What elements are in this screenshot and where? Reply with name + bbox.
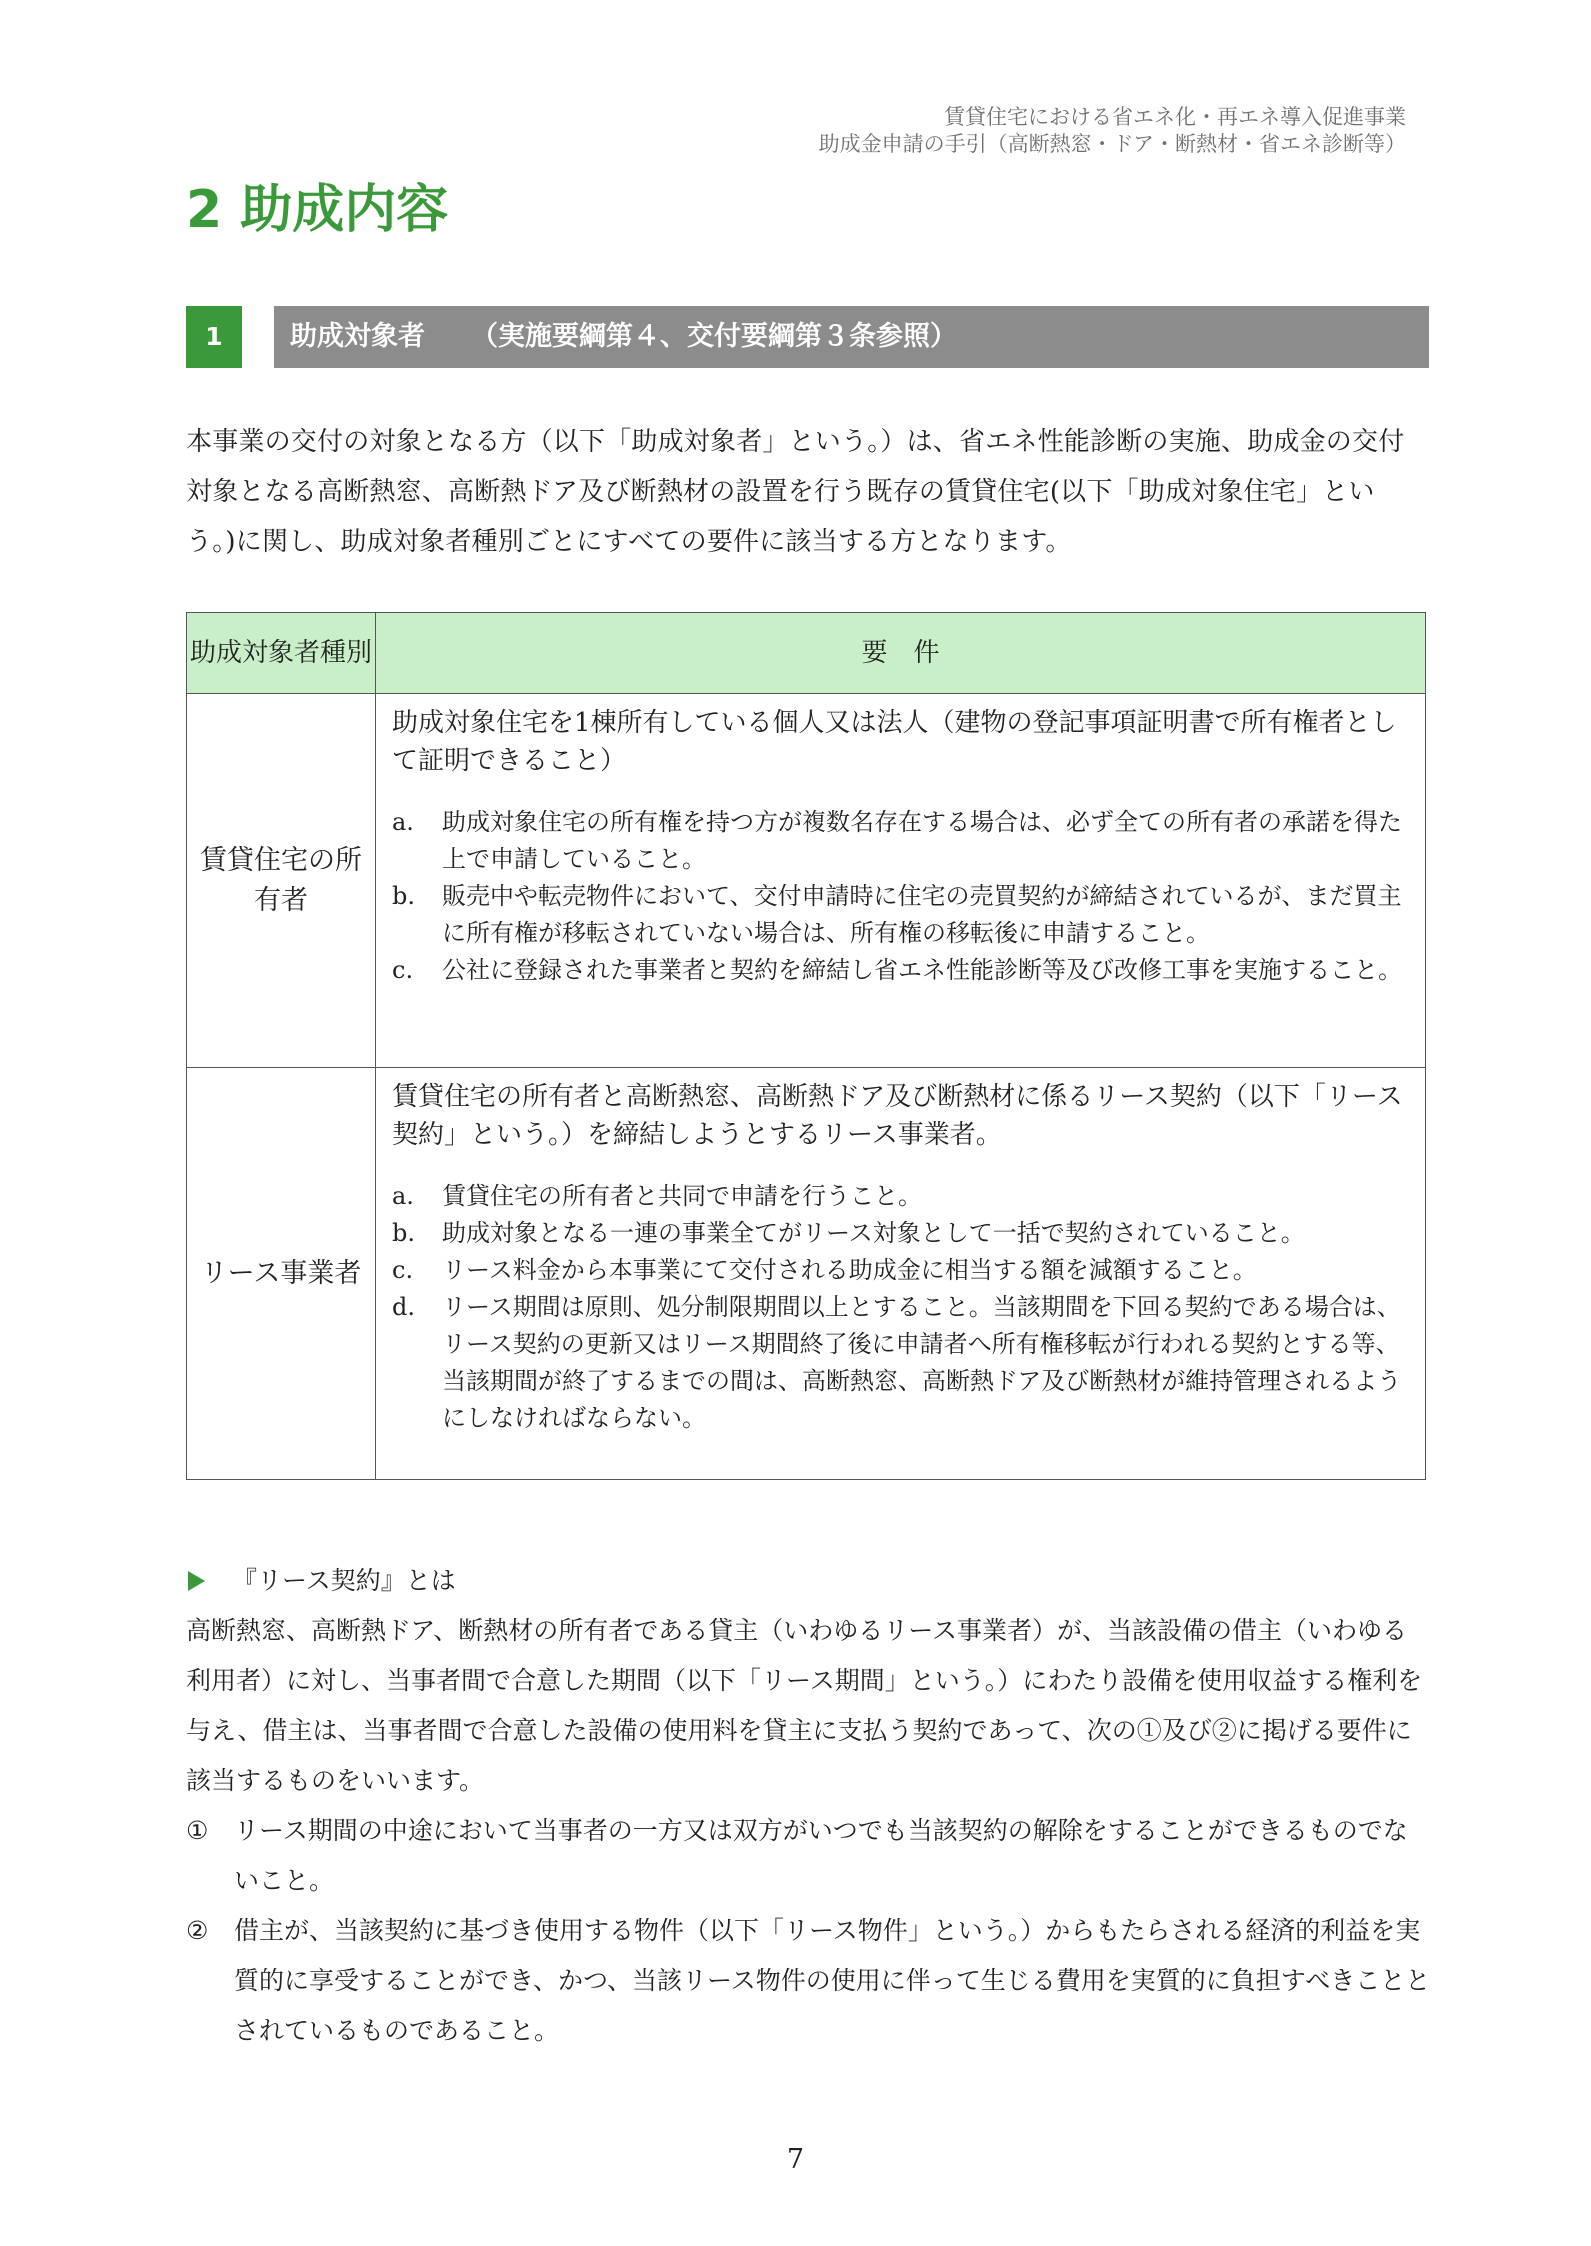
requirement-item <box>392 952 1407 989</box>
requirement-item <box>392 1178 1407 1215</box>
applicant-type-lease-company: リース事業者 <box>187 1068 376 1480</box>
condition-text: リース期間の中途において当事者の一方又は双方がいつでも当該契約の解除をすることができるものでないこと。 <box>234 1816 1408 1895</box>
applicant-type-owner: 賃貸住宅の所有者 <box>187 694 376 1068</box>
intro-paragraph: 本事業の交付の対象となる方（以下「助成対象者」という。）は、省エネ性能診断の実施、助成金の交付対象となる高断熱窓、高断熱ドア及び断熱材の設置を行う既存の賃貸住宅(以下「助成対象住宅」という。)に関し、助成対象者種別ごとにすべての要件に該当する方となります。 <box>186 427 1405 557</box>
requirement-item <box>392 878 1407 952</box>
item-text: 賃貸住宅の所有者と共同で申請を行うこと。 <box>442 1182 922 1210</box>
requirement-list <box>392 1178 1407 1437</box>
section-heading <box>274 306 1429 368</box>
item-text: 助成対象となる一連の事業全てがリース対象として一括で契約されていること。 <box>442 1219 1305 1247</box>
item-marker: b. <box>392 882 415 910</box>
requirement-item <box>392 1252 1407 1289</box>
section-reference-note: （実施要綱第４、交付要綱第３条参照） <box>471 321 957 352</box>
table-row <box>187 1068 1426 1480</box>
table-row <box>187 694 1426 1068</box>
lease-condition-item <box>186 1806 1431 1906</box>
item-marker: d. <box>392 1293 415 1321</box>
requirement-lead: 助成対象住宅を1棟所有している個人又は法人（建物の登記事項証明書で所有権者として証明できること） <box>392 708 1397 776</box>
condition-text: 借主が、当該契約に基づき使用する物件（以下「リース物件」という。）からもたらされる経済的利益を実質的に享受することができ、かつ、当該リース物件の使用に伴って生じる費用を実質的に負担すべきこととされているものであること。 <box>234 1916 1431 2045</box>
item-text: 販売中や転売物件において、交付申請時に住宅の売買契約が締結されているが、まだ買主に所有権が移転されていない場合は、所有権の移転後に申請すること。 <box>442 882 1402 947</box>
requirement-item <box>392 804 1407 878</box>
header-requirements: 要 件 <box>376 613 1426 694</box>
requirement-item <box>392 1289 1407 1437</box>
condition-marker: ② <box>186 1916 209 1945</box>
requirement-lead: 賃貸住宅の所有者と高断熱窓、高断熱ドア及び断熱材に係るリース契約（以下「リース契約」という。）を締結しようとするリース事業者。 <box>392 1082 1403 1150</box>
lease-definition-title <box>186 1556 1431 1606</box>
chapter-title: 2 助成内容 <box>186 180 449 240</box>
lease-title-text: 『リース契約』とは <box>232 1566 456 1595</box>
item-text: リース料金から本事業にて交付される助成金に相当する額を減額すること。 <box>442 1256 1257 1284</box>
item-text: 公社に登録された事業者と契約を締結し省エネ性能診断等及び改修工事を実施すること。 <box>442 956 1402 984</box>
triangle-bullet-icon <box>188 1571 205 1591</box>
section-number-badge: 1 <box>186 306 242 368</box>
item-text: 助成対象住宅の所有権を持つ方が複数名存在する場合は、必ず全ての所有者の承諾を得た上で申請していること。 <box>442 808 1402 873</box>
item-text: リース期間は原則、処分制限期間以上とすること。当該期間を下回る契約である場合は、リース契約の更新又はリース期間終了後に申請者へ所有権移転が行われる契約とする等、当該期間が終了するまでの間は、高断熱窓、高断熱ドア及び断熱材が維持管理されるようにしなければならない。 <box>442 1293 1402 1432</box>
section-title: 助成対象者 <box>290 321 425 352</box>
header-line-2: 助成金申請の手引（高断熱窓・ドア・断熱材・省エネ診断等） <box>818 132 1406 156</box>
lease-definition-body: 高断熱窓、高断熱ドア、断熱材の所有者である貸主（いわゆるリース事業者）が、当該設備の借主（いわゆる利用者）に対し、当事者間で合意した期間（以下「リース期間」という。）にわたり設備を使用収益する権利を与え、借主は、当事者間で合意した設備の使用料を貸主に支払う契約であって、次の①及び②に掲げる要件に該当するものをいいます。 <box>186 1616 1423 1795</box>
item-marker: c. <box>392 1256 414 1284</box>
requirements-cell <box>376 1068 1426 1480</box>
item-marker: c. <box>392 956 414 984</box>
eligibility-table <box>186 612 1426 1480</box>
requirements-cell <box>376 694 1426 1068</box>
lease-condition-item <box>186 1906 1431 2056</box>
requirement-item <box>392 1215 1407 1252</box>
item-marker: a. <box>392 1182 414 1210</box>
page-number: 7 <box>786 2144 805 2175</box>
item-marker: a. <box>392 808 414 836</box>
header-line-1: 賃貸住宅における省エネ化・再エネ導入促進事業 <box>944 105 1406 129</box>
condition-marker: ① <box>186 1816 209 1845</box>
table-header-row <box>187 613 1426 694</box>
item-marker: b. <box>392 1219 415 1247</box>
document-header <box>606 104 1406 158</box>
header-applicant-type: 助成対象者種別 <box>187 613 376 694</box>
lease-definition <box>186 1556 1431 2056</box>
requirement-list <box>392 804 1407 989</box>
